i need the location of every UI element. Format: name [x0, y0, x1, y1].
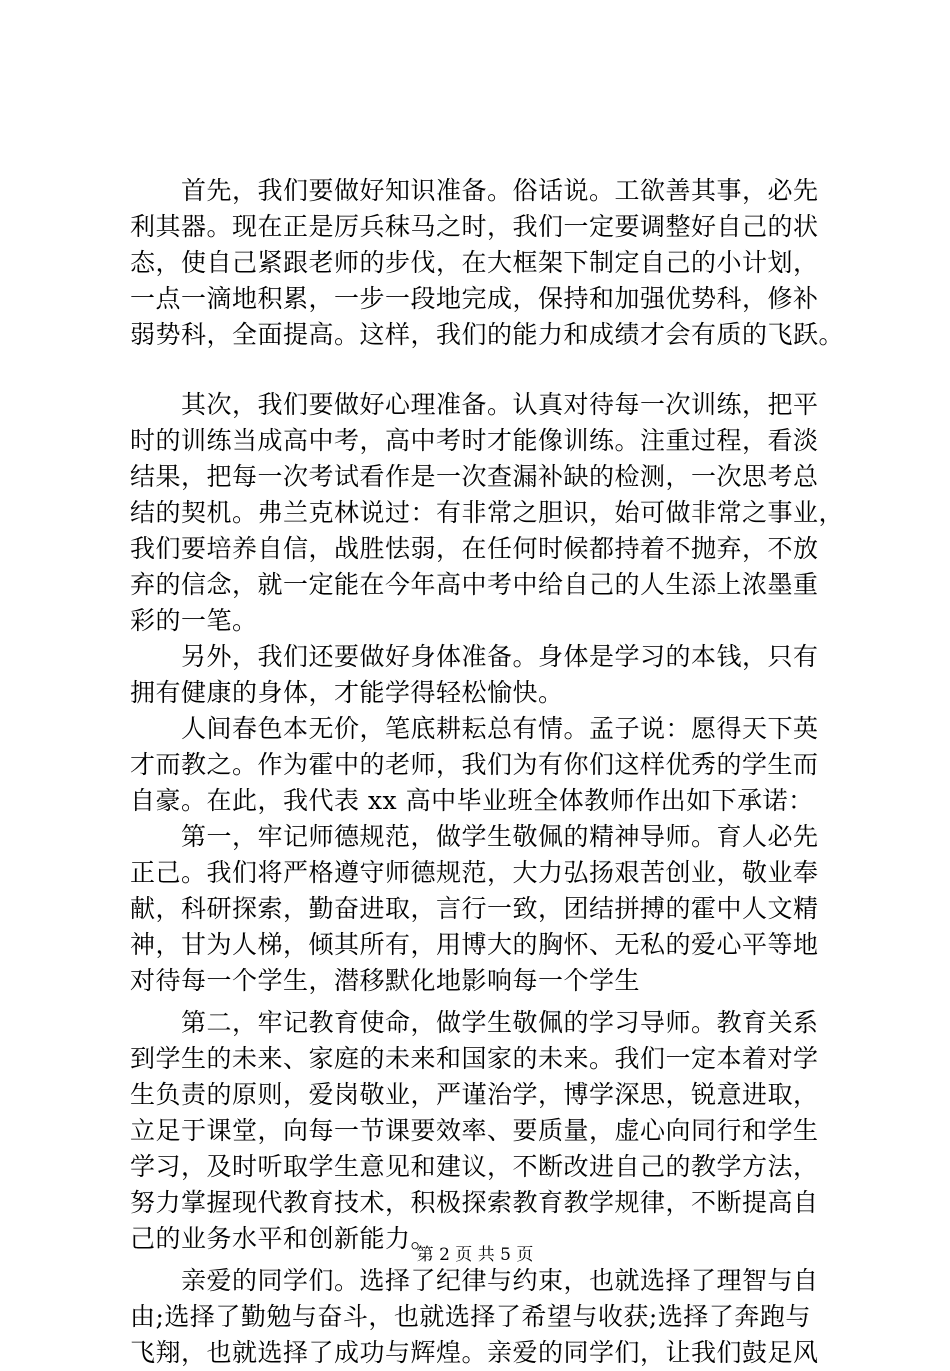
text-line: 到学生的未来、家庭的未来和国家的未来。我们一定本着对学	[130, 1044, 819, 1073]
text-line: 彩的一笔。	[130, 606, 258, 635]
text-line: 献，科研探索，勤奋进取，言行一致，团结拼搏的霍中人文精	[130, 894, 819, 923]
text-line: 结果，把每一次考试看作是一次查漏补缺的检测，一次思考总	[130, 462, 819, 491]
text-line: 人间春色本无价，笔底耕耘总有情。孟子说：愿得天下英	[130, 714, 819, 743]
text-line: 才而教之。作为霍中的老师，我们为有你们这样优秀的学生而	[130, 750, 819, 779]
text-line: 立足于课堂，向每一节课要效率、要质量，虚心向同行和学生	[130, 1116, 819, 1145]
text-line: 由;选择了勤勉与奋斗，也就选择了希望与收获;选择了奔跑与	[130, 1302, 811, 1331]
text-line: 其次，我们要做好心理准备。认真对待每一次训练，把平	[130, 390, 819, 419]
text-line: 对待每一个学生，潜移默化地影响每一个学生	[130, 966, 641, 995]
text-line: 学习，及时听取学生意见和建议，不断改进自己的教学方法，	[130, 1152, 819, 1181]
text-line: 己的业务水平和创新能力。	[130, 1224, 437, 1253]
text-line: 利其器。现在正是厉兵秣马之时，我们一定要调整好自己的状	[130, 212, 819, 241]
text-line: 神，甘为人梯，倾其所有，用博大的胸怀、无私的爱心平等地	[130, 930, 819, 959]
text-line: 第一，牢记师德规范，做学生敬佩的精神导师。育人必先	[130, 822, 819, 851]
text-line: 正己。我们将严格遵守师德规范，大力弘扬艰苦创业，敬业奉	[130, 858, 819, 887]
text-line: 第二，牢记教育使命，做学生敬佩的学习导师。教育关系	[130, 1008, 819, 1037]
text-line: 另外，我们还要做好身体准备。身体是学习的本钱，只有	[130, 642, 819, 671]
text-line: 一点一滴地积累，一步一段地完成，保持和加强优势科，修补	[130, 284, 819, 313]
text-line: 自豪。在此，我代表 xx 高中毕业班全体教师作出如下承诺：	[130, 786, 814, 815]
document-body	[130, 173, 845, 1371]
text-line: 拥有健康的身体，才能学得轻松愉快。	[130, 678, 564, 707]
text-line: 弃的信念，就一定能在今年高中考中给自己的人生添上浓墨重	[130, 570, 819, 599]
text-line: 努力掌握现代教育技术，积极探索教育教学规律，不断提高自	[130, 1188, 819, 1217]
page-number-footer: 第 2 页 共 5 页	[416, 1245, 534, 1265]
text-line: 时的训练当成高中考，高中考时才能像训练。注重过程，看淡	[130, 426, 819, 455]
text-line: 我们要培养自信，战胜怯弱，在任何时候都持着不抛弃，不放	[130, 534, 819, 563]
text-line: 结的契机。弗兰克林说过：有非常之胆识，始可做非常之事业，	[130, 498, 845, 527]
text-line: 弱势科，全面提高。这样，我们的能力和成绩才会有质的飞跃。	[130, 320, 845, 349]
text-line: 飞翔，也就选择了成功与辉煌。亲爱的同学们，让我们鼓足风	[130, 1338, 819, 1367]
text-line: 态，使自己紧跟老师的步伐，在大框架下制定自己的小计划，	[130, 248, 819, 277]
text-line: 首先，我们要做好知识准备。俗话说。工欲善其事，必先	[130, 176, 819, 205]
text-line: 亲爱的同学们。选择了纪律与约束，也就选择了理智与自	[130, 1266, 819, 1295]
text-line: 生负责的原则，爱岗敬业，严谨治学，博学深思，锐意进取，	[130, 1080, 819, 1109]
